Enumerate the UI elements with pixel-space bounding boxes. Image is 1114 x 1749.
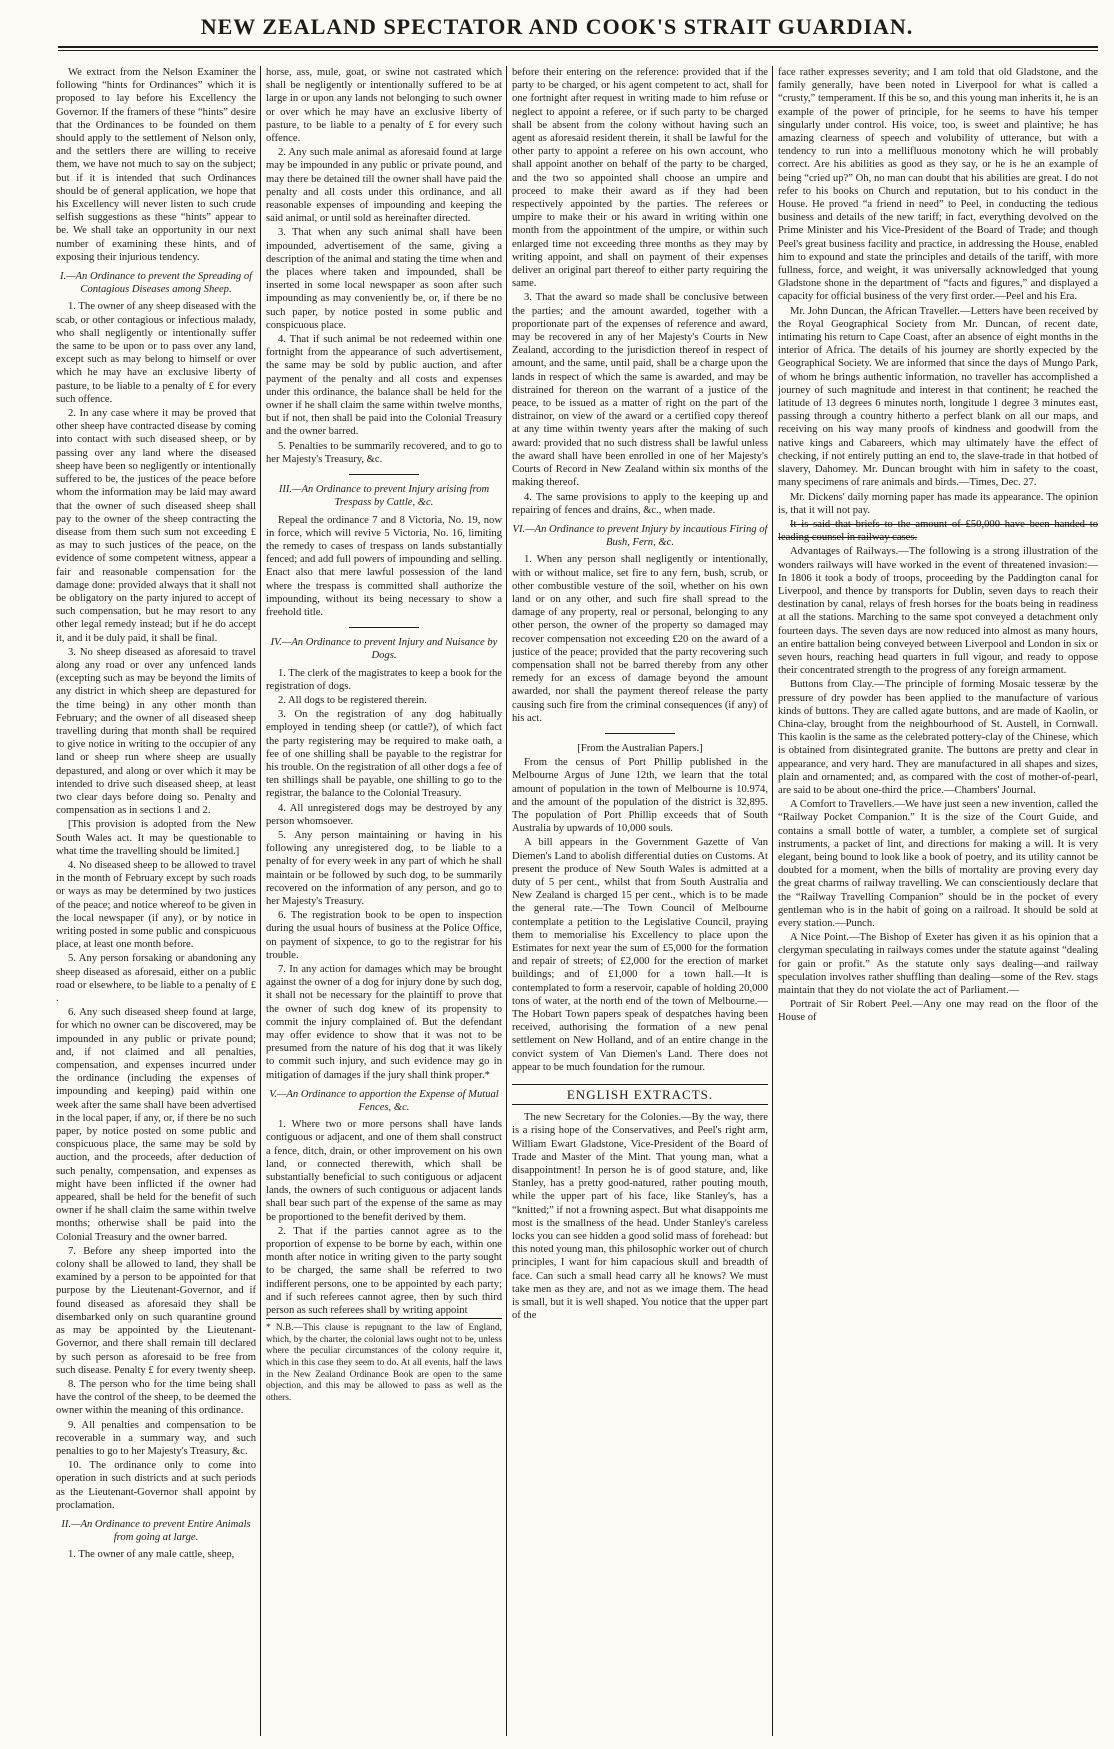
- paragraph: 4. No diseased sheep to be allowed to travel in the month of February except by such roads or ways as may be determined by two justices of the peace; and notice whereof to be given in the local newspaper (if any), or by notice in writing posted in some public and conspicuous place, at least one month before.: [56, 859, 256, 951]
- paragraph: 8. The person who for the time being shall have the control of the sheep, to be deemed the owner within the meaning of this ordinance.: [56, 1378, 256, 1417]
- paragraph: 1. Where two or more persons shall have lands contiguous or adjacent, and one of them shall construct a fence, ditch, drain, or other improvement on his own land, or connected therewith, which shall be substantially beneficial to such contiguous or adjacent lands, the owners of such contiguous or adjacent lands shall bear such part of the expense of the same as may be proportioned to the benefit derived by them.: [266, 1119, 502, 1223]
- paragraph: 2. All dogs to be registered therein.: [278, 694, 427, 706]
- paragraph: The new Secretary for the Colonies.—By the way, there is a rising hope of the Conservatives, and Peel's right arm, William Ewart Gladstone, Vice-President of the Board of Trade and Master of the Mint. That young man, what a disappointment! In person he is of good stature, and, like Stanley, has a pretty good-natured, rather pouting mouth, while the upper part of his face, like Stanley's, has a “knitted;” if not a frowning aspect. But what disappoints me most is the smallness of the head. Under Stanley's careless locks you can see hidden a good solid mass of forehead: but this noted young man, this philosophic worker out of church principles, I want for him capacious skull and breadth of face. Can such a small head carry all he knows? We must take men as they are, and not as we image them. The head is small, but it is well shaped. You notice that the upper part of the: [512, 1112, 768, 1322]
- paragraph: face rather expresses severity; and I am told that old Gladstone, and the family generally, have been noted in Liverpool for what is called a “crusty,” temperament. If this be so, and this young man inherits it, he is an example of the power of principle, for he seems to have his temper singularly under control. His voice, too, is sweet and plaintive; he has amazing clearness of speech and volubility of utterance, but with a tendency to run into a mellifluous monotony which he will probably correct. Are his abilities as good as they say, or he is he an example of being “cried up?” Oh, no man can doubt that his abilities are great. I do not refer to his books on Church and reputation, but to his conduct in the House. He proved “a friend in need” to Peel, in conducting the tedious business and details of the new tariff; in fact, everything devolved on the Prime Minister and his Vice-President of the Board of Trade; and though Peel's great business facility and practice, in addressing the House, enabled him to expound and state the principles and details of the tariff, with more fullness, force, and weight, it was universally acknowledged that young Gladstone shone in the department of “facts and figures,” and displayed a capacity for official business of the very first order.—Peel and his Era.: [778, 67, 1098, 303]
- paragraph: 3. That the award so made shall be conclusive between the parties; and the amount awarded, together with a proportionate part of the expenses of reference and award, may be recovered in any of her Majesty's Courts in New Zealand, according to the jurisdiction thereof in respect of amount, and the same, until paid, shall be a charge upon the lands in respect of which the same is awarded, and may be distrained for thereon on the warrant of a justice of the peace, to be issued as a matter of right on the part of the distrainor, on view of the award or a certified copy thereof at any time within twenty years after the making of such award: provided that no such distress shall be lawful unless the award shall have been enrolled in one of her Majesty's Courts of Record in New Zealand within six months of the making thereof.: [512, 292, 768, 489]
- paragraph: Repeal the ordinance 7 and 8 Victoria, No. 19, now in force, which will revive 5 Victoria, No. 16, limiting the remedy to cases of trespass on lands substantially fenced; and add full powers of impounding and selling. Enact also that mere lawful possession of the land where the trespass is committed shall authorize the impounding, without its being necessary to show a freehold title.: [266, 514, 502, 618]
- intro-paragraph: We extract from the Nelson Examiner the following “hints for Ordinances” which it is proposed to lay before his Excellency the Governor. If the framers of these “hints” desire that the Ordinances to be founded on them should apply to the settlement of Nelson only, and the settlers there are willing to receive them, we have not much to say on the subject; but if it is intended that such Ordinances should be of general application, we hope that his Excellency will never listen to such crude selfish suggestions as these “hints” appear to be. We shall take an opportunity in our next number of examining these hints, and of exposing their injurious tendency.: [56, 67, 256, 263]
- paragraph: A Comfort to Travellers.—We have just seen a new invention, called the “Railway Pocket Companion.” It is the size of the Court Guide, and contains a small bottle of water, a tumbler, a complete set of surgical instruments, a packet of lint, and directions for making a will. It is very elegant, being bound to look like a book of poetry, and its utility cannot be doubted for a moment, when the bills of mortality are proving every day the great charms of railway travelling. We can conscientiously declare that the “Railway Travelling Companion” should be in the pocket of every gentleman who is in the habit of going on a railroad. It should be sold at every station.—Punch.: [778, 799, 1098, 929]
- footnote: * N.B.—This clause is repugnant to the law of England, which, by the charter, the colonial laws ought not to be, unless where the peculiar circumstances of the colony require it, which in this case they seem to do. At all events, half the laws in the New Zealand Ordinance Book are open to the same objection, and this may be allowed to pass as well as the others.: [266, 1318, 502, 1404]
- source-note: [From the Australian Papers.]: [577, 742, 703, 754]
- paragraph: Advantages of Railways.—The following is a strong illustration of the wonders railways will have worked in the event of threatened invasion:—In 1806 it took a body of troops, proceeding by the Paddington canal for Liverpool, and thence by transports for Dublin, seven days to reach their destination by canal, relays of fresh horses for the boats being in readiness at all the stations. Marching to the same spot conveyed a detachment only fourteen days. The seven days are now reduced into almost as many hours, an entire battalion being conveyed between Liverpool and London in six or seven hours, reaching head quarters in full vigour, and ready to oppose their concentrated strength to the progress of any foreign armament.: [778, 546, 1098, 677]
- paragraph: 5. Any person maintaining or having in his following any unregistered dog, to be liable to a penalty of for every week in any part of which he shall maintain or be followed by such dog, to be summarily recovered on the information of any person, and go to her Majesty's Treasury.: [266, 829, 502, 907]
- paragraph: 4. All unregistered dogs may be destroyed by any person whomsoever.: [266, 802, 502, 827]
- paragraph: 4. The same provisions to apply to the keeping up and repairing of fences and drains, &c., when made.: [512, 491, 768, 516]
- section-heading: IV.—An Ordinance to prevent Injury and Nuisance by Dogs.: [270, 637, 498, 662]
- section-heading: I.—An Ordinance to prevent the Spreading of Contagious Diseases among Sheep.: [59, 271, 253, 296]
- section-banner: ENGLISH EXTRACTS.: [512, 1084, 768, 1105]
- paragraph: before their entering on the reference: provided that if the party to be charged, or his agent competent to act, shall for one fortnight after request in writing made to him refuse or neglect to appoint a referee, or if such party to be charged shall be absent from the colony without having such an agent as aforesaid resident therein, it shall be lawful for the other party to appoint a referee on his own account, who shall appoint another on behalf of the party to be charged, and the two so appointed shall choose an umpire and proceed to make their award as if they had been respectively appointed by the parties. The referees or umpire to make their or his award in writing within one month from the appointment of the umpire, or within such enlarged time not exceeding three months as they may by writing appoint, and shall on payment of their expenses deliver an original part thereof to either party requiring the same.: [512, 67, 768, 290]
- paragraph: 10. The ordinance only to come into operation in such districts and at such periods as the Lieutenant-Governor shall appoint by proclamation.: [56, 1460, 256, 1511]
- section-heading: V.—An Ordinance to apportion the Expense of Mutual Fences, &c.: [269, 1088, 499, 1114]
- paragraph: 2. That if the parties cannot agree as to the proportion of expense to be borne by each, within one month after notice in writing given to the party sought to be charged, the same shall be referred to two indifferent persons, one to be appointed by each party; and if such referees cannot agree, then by such third person as such referees shall by writing appoint: [266, 1225, 502, 1317]
- paragraph: From the census of Port Phillip published in the Melbourne Argus of June 12th, we learn that the total amount of population in the town of Melbourne is 10.974, and the amount of the population of the district is 32,895. The population of Port Phillip exceeds that of South Australia by upwards of 10,000 souls.: [512, 757, 768, 835]
- paragraph: A bill appears in the Government Gazette of Van Diemen's Land to abolish differential duties on Customs. At present the produce of New South Wales is admitted at a duty of 5 per cent., whilst that from South Australia and New Zealand is charged 15 per cent., which is to be made the general rate.—The Town Council of Melbourne contemplate a petition to the Legislative Council, praying them to memorialise his Excellency to place upon the Estimates for next year the sum of £5,000 for the formation and repair of streets; of £2,000 for the erection of market buildings; and of £1,000 for a town hall.—It is contemplated to form a reservoir, capable of holding 20,000 tons of water, at the north end of the town of Melbourne.—The Hobart Town papers speak of despatches having been received, authorising the formation of a new penal settlement on New Holland, and of an entire change in the convict system of Van Diemen's Land. There does not appear to be much foundation for the rumour.: [512, 837, 768, 1073]
- separator: [349, 627, 419, 628]
- section-heading: III.—An Ordinance to prevent Injury arising from Trespass by Cattle, &c.: [278, 484, 490, 509]
- separator: [605, 733, 675, 734]
- paragraph: 4. That if such animal be not redeemed within one fortnight from the appearance of such advertisement, the same may be sold by public auction, and after payment of the penalty and all costs and expenses under this ordinance, the balance shall be held for the owner if he shall claim the same within twelve months, but if not, then shall be paid into the Colonial Treasury and the owner barred.: [266, 334, 502, 438]
- masthead: [0, 0, 1114, 62]
- column-4: [778, 66, 1098, 1736]
- paragraph: 7. Before any sheep imported into the colony shall be allowed to land, they shall be examined by a person to be appointed for that purpose by the Lieutenant-Governor, and if found diseased as aforesaid they shall be disembarked only on such quarantine ground as may be appointed by the Lieutenant-Governor, and there shall remain till declared by such person as aforesaid to be free from such disease. Penalty £ for every twenty sheep.: [56, 1245, 256, 1376]
- column-1: [56, 66, 256, 1736]
- masthead-rule-thin: [58, 50, 1098, 51]
- paragraph: 9. All penalties and compensation to be recoverable in a summary way, and such penalties to go to her Majesty's Treasury, &c.: [56, 1419, 256, 1457]
- column-2: [266, 66, 502, 1736]
- column-3: [512, 66, 768, 1736]
- paragraph: 2. In any case where it may be proved that other sheep have contracted disease by coming into contact with such diseased sheep, or by passing over any land where the diseased sheep have been so negligently or intentionally suffered to be, the justices of the peace before whom the information may be laid may award that the owner of such diseased sheep shall pay to the owner of the sheep contracting the disease from them such sum not exceeding £ as may to such justices of the peace, on the evidence of some competent witness, appear a fair and reasonable compensation for the damage done: provided always that it shall not be obligatory on the party injured to accept of such compensation, but he may resort to any other legal remedy instead; but if he do accept it, and it be duly paid, it shall be final.: [56, 408, 256, 644]
- paragraph: [This provision is adopted from the New South Wales act. It may be questionable to what time the travelling should be limited.]: [56, 819, 256, 857]
- paragraph: It is said that briefs to the amount of £50,000 have been handed to leading counsel in railway cases.: [778, 518, 1098, 544]
- section-heading: VI.—An Ordinance to prevent Injury by incautious Firing of Bush, Fern, &c.: [512, 523, 768, 549]
- newspaper-title: NEW ZEALAND SPECTATOR AND COOK'S STRAIT GUARDIAN.: [200, 14, 914, 39]
- paragraph: 7. In any action for damages which may be brought against the owner of a dog for injury done by such dog, it shall not be necessary for the plaintiff to prove that the owner of such dog knew of its propensity to commit the injury complained of. But the defendant may offer evidence to show that it was not to be presumed from the nature of his dog that it was likely to commit such injury, and such evidence may go in mitigation of damages if the jury shall think proper.*: [266, 964, 502, 1081]
- paragraph: 6. Any such diseased sheep found at large, for which no owner can be discovered, may be impounded in any public or private pound; and, if not claimed and all penalties, compensation, and expenses incurred under the ordinance (including the expenses of impounding and keeping) paid within one week after the same shall have been advertised in the local paper, if any, or, if there be no such paper, by notice posted on some public and conspicuous place, the same may be sold by auction, and the proceeds, after deduction of such penalty, compensation, and expenses as might have been inflicted if the owner had appeared, shall be held for the benefit of such owner if he shall claim the same within twelve months; otherwise shall be paid into the Colonial Treasury and the owner barred.: [56, 1007, 256, 1243]
- separator: [349, 474, 419, 475]
- paragraph: 5. Penalties to be summarily recovered, and to go to her Majesty's Treasury, &c.: [266, 440, 502, 465]
- paragraph: Buttons from Clay.—The principle of forming Mosaic tesseræ by the pressure of dry powder has been applied to the manufacture of various kinds of buttons. They are called agate buttons, and are made of Kaolin, or China-clay, brought from the neighbourhood of St. Austell, in Cornwall. This kaolin is the same as the celebrated pottery-clay of the Chinese, which is obtained from disintegrated granite. The buttons are pretty and clear in appearance, and very hard. They are manufactured in all shapes and sizes, plain and ornamented; and, as compared with the cost of mother-of-pearl, are said to be about one-third the price.—Chambers' Journal.: [778, 679, 1098, 796]
- masthead-rule: [58, 46, 1098, 48]
- paragraph: 1. When any person shall negligently or intentionally, with or without malice, set fire to any fern, bush, scrub, or other combustible vesture of the soil, whether on his own land or on any other, and such fire shall spread to the damage of any property, real or personal, belonging to any other person, the owner of the property so damaged may recover compensation not exceeding £20 on the award of a justice of the peace; provided that the party recovering such compensation shall not be barred thereby from any other remedy for an excess of damage beyond the amount awarded, nor shall the payment thereof release the party causing such fire from the criminal consequences (if any) of his act.: [512, 554, 768, 724]
- paragraph: 1. The owner of any sheep diseased with the scab, or other contagious or infectious malady, who shall negligently or intentionally suffer the same to be upon or to pass over any land, except such as may belong to himself or over which he may have an exclusive liberty of pasture, to be liable to a penalty of £ for every such offence.: [56, 301, 256, 405]
- paragraph: 3. No sheep diseased as aforesaid to travel along any road or over any unfenced lands (excepting such as may be beyond the limits of any district in which sheep are depastured for the time being) in any other month than February; and the owner of all diseased sheep travelling during that month shall be required to give notice in writing to the occupier of any land or sheep run where sheep are usually depastured, and along or over which it may be intended to drive such diseased sheep, at least two clear days before doing so. Penalty and compensation as in sections 1 and 2.: [56, 646, 256, 817]
- paragraph: Portrait of Sir Robert Peel.—Any one may read on the floor of the House of: [778, 999, 1098, 1024]
- paragraph: Mr. Dickens' daily morning paper has made its appearance. The opinion is, that it will not pay.: [778, 491, 1098, 516]
- paragraph: 5. Any person forsaking or abandoning any sheep diseased as aforesaid, either on a public road or elsewhere, to be liable to a penalty of £ .: [56, 953, 256, 1005]
- paragraph: 1. The owner of any male cattle, sheep,: [68, 1549, 235, 1561]
- paragraph: horse, ass, mule, goat, or swine not castrated which shall be negligently or intentionally suffered to be at large in or upon any lands not belonging to such owner or over which he may have an exclusive liberty of pasture, to be liable to a penalty of £ for every such offence.: [266, 67, 502, 145]
- paragraph: 3. That when any such animal shall have been impounded, advertisement of the same, giving a description of the animal and stating the time when and the places where taken and impounded, shall be inserted in some local newspaper as soon after such impounding as may conveniently be, or, if there be no such paper, by notice posted in some public and conspicuous place.: [266, 227, 502, 331]
- paragraph: 1. The clerk of the magistrates to keep a book for the registration of dogs.: [266, 667, 502, 692]
- paragraph: Mr. John Duncan, the African Traveller.—Letters have been received by the Royal Geographical Society from Mr. Duncan, of recent date, intimating his return to Cape Coast, after an absence of eight months in the interior of Africa. The details of his journey are shortly expected by the Geographical Society. We are informed that since the days of Mungo Park, of whom he brings authentic information, no traveller has accomplished a journey of such magnitude and interest in that continent; he reached the latitude of 13 degrees 6 minutes north, longitude 1 degree 3 minutes east, passing through a country hitherto a perfect blank on all our maps, and receiving on his way many proofs of kindness and goodwill from the native kings and Cabareers, which may ultimately have the effect of checking, if not entirely putting an end to, the slave-trade in that hotbed of slavery, Dahomey. Mr. Duncan brought with him in safety to the coast, many specimens of rare animals and birds.—Times, Dec. 27.: [778, 305, 1098, 489]
- paragraph: 2. Any such male animal as aforesaid found at large may be impounded in any public or private pound, and may there be detained till the owner shall have paid the penalty and all costs under this ordinance, and all reasonable expenses of impounding and keeping the said animal, or until sold as hereinafter directed.: [266, 147, 502, 225]
- section-heading: II.—An Ordinance to prevent Entire Animals from going at large.: [61, 1518, 251, 1544]
- paragraph: A Nice Point.—The Bishop of Exeter has given it as his opinion that a clergyman speculating in railways comes under the statute against “dealing for gain or profit.” As the statute only says dealing—and railway speculation involves rather shuffling than dealing—some of the Rev. stags maintain that they do not violate the act of Parliament.—: [778, 932, 1098, 997]
- paragraph: 3. On the registration of any dog habitually employed in tending sheep (or cattle?), of which fact the party registering may be required to make oath, a fee of one shilling shall be payable to the registrar for his trouble. On the registration of all other dogs a fee of ten shillings shall be payable, one shilling to go to the registrar, the balance to the Colonial Treasury.: [266, 709, 502, 800]
- paragraph: 6. The registration book to be open to inspection during the usual hours of business at the Police Office, on payment of sixpence, to go to the registrar for his trouble.: [266, 910, 502, 961]
- columns: [52, 66, 1102, 1736]
